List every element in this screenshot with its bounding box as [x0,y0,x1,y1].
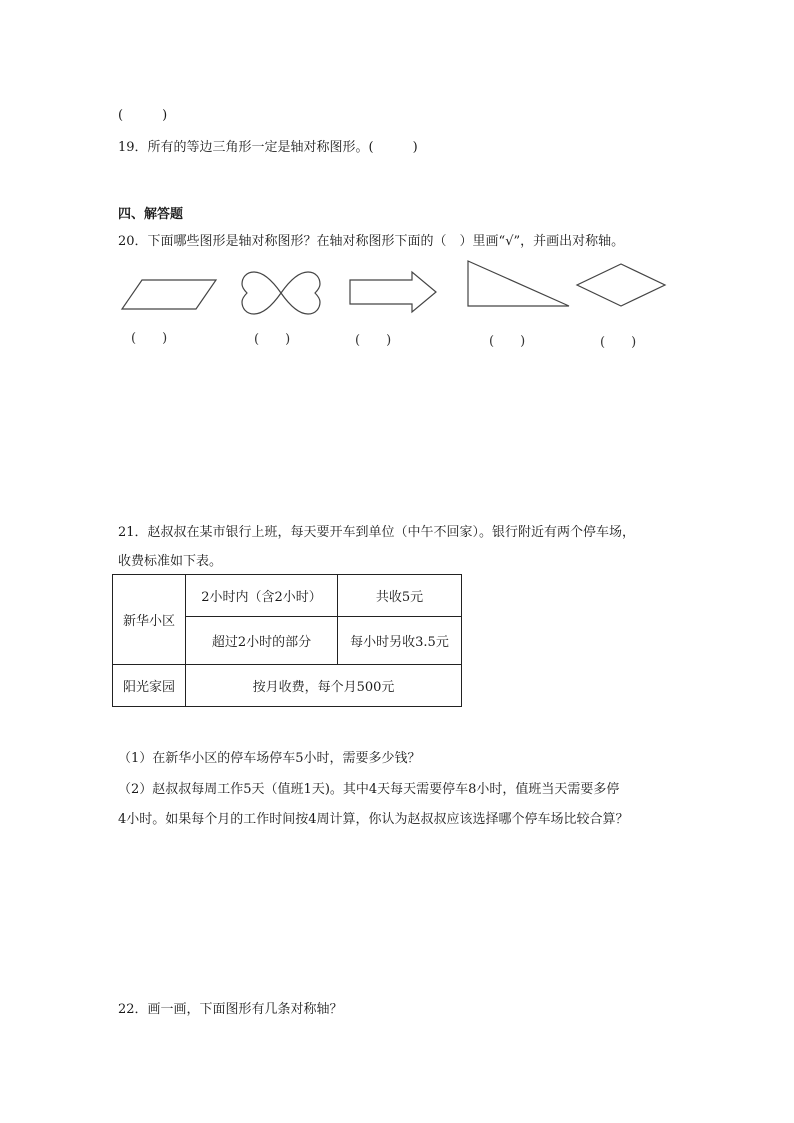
shape-answer-paren[interactable]: ( ) [254,332,291,347]
q18-answer-paren: ( ) [118,108,168,123]
table-cell: 按月收费，每个月500元 [186,665,462,707]
figure-eight-hearts-shape [240,268,322,318]
question-20: 20．下面哪些图形是轴对称图形？在轴对称图形下面的（ ）里画“√”，并画出对称轴。 [118,234,625,249]
question-19: 19．所有的等边三角形一定是轴对称图形。( ) [118,140,418,155]
question-21-sub-2-line-2: 4小时。如果每个月的工作时间按4周计算，你认为赵叔叔应该选择哪个停车场比较合算？ [118,812,629,827]
shape-answer-paren[interactable]: ( ) [600,335,637,350]
right-triangle-shape [465,258,573,310]
table-cell: 超过2小时的部分 [186,617,338,665]
parallelogram-shape [120,278,220,312]
table-cell: 共收5元 [338,575,462,617]
table-cell: 每小时另收3.5元 [338,617,462,665]
arrow-shape [348,270,440,314]
table-cell: 2小时内（含2小时） [186,575,338,617]
shape-answer-paren[interactable]: ( ) [489,334,526,349]
question-21-sub-1: （1）在新华小区的停车场停车5小时，需要多少钱？ [118,751,421,766]
parking-fee-table [112,574,462,707]
rhombus-shape [574,262,668,308]
section-heading: 四、解答题 [118,207,184,222]
question-22: 22．画一画，下面图形有几条对称轴？ [118,1002,343,1017]
lot-name-yangguang: 阳光家园 [113,665,186,707]
question-21-line-2: 收费标准如下表。 [118,554,223,569]
question-21-line-1: 21．赵叔叔在某市银行上班，每天要开车到单位（中午不回家）。银行附近有两个停车场， [118,525,636,540]
lot-name-xinhua: 新华小区 [113,575,186,665]
question-21-sub-2-line-1: （2）赵叔叔每周工作5天（值班1天)。其中4天每天需要停车8小时，值班当天需要多停 [118,782,620,797]
shape-answer-paren[interactable]: ( ) [131,331,168,346]
shape-answer-paren[interactable]: ( ) [355,333,392,348]
